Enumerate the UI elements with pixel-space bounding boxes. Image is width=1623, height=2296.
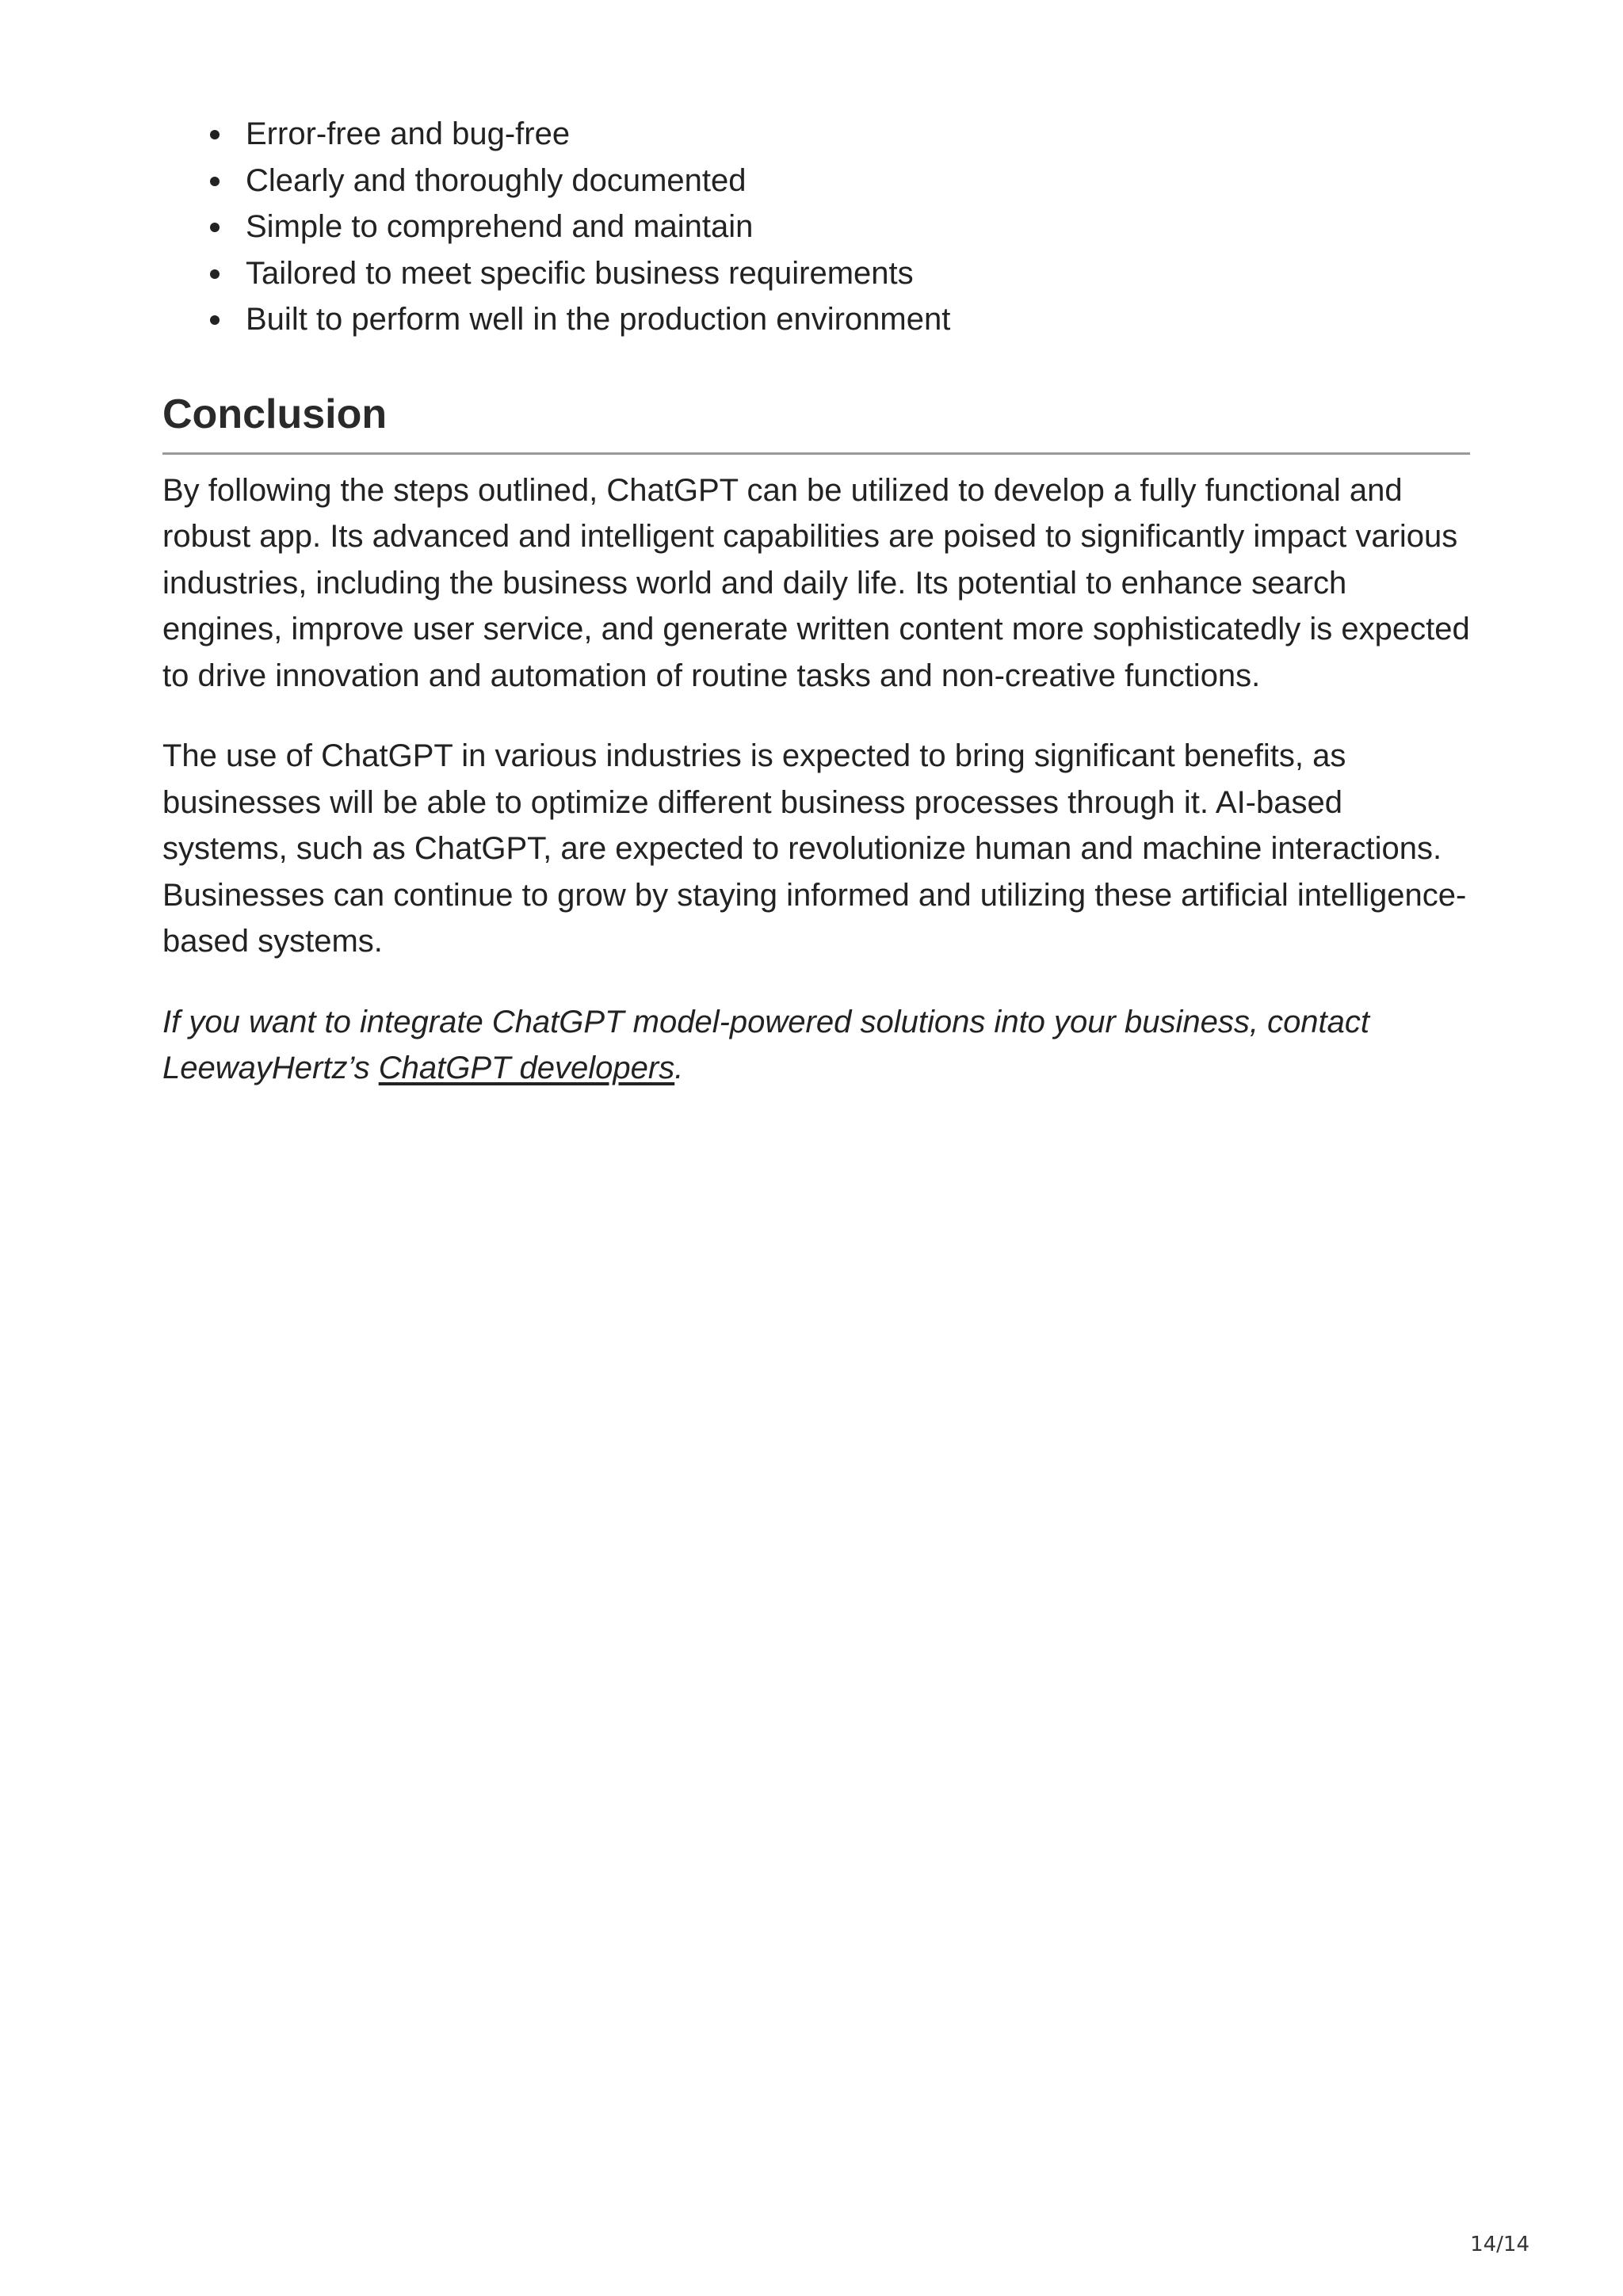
- list-item: Built to perform well in the production environment: [246, 296, 1470, 343]
- page-number: 14/14: [1470, 2233, 1529, 2256]
- conclusion-heading: Conclusion: [162, 389, 1470, 455]
- cta-period: .: [674, 1051, 684, 1085]
- list-item: Clearly and thoroughly documented: [246, 158, 1470, 204]
- list-item: Simple to comprehend and maintain: [246, 204, 1470, 250]
- page-content: [162, 111, 1470, 1092]
- chatgpt-developers-link[interactable]: ChatGPT developers: [378, 1051, 675, 1085]
- list-item: Tailored to meet specific business requirements: [246, 250, 1470, 297]
- requirements-list: [162, 111, 1470, 343]
- conclusion-paragraph-2: The use of ChatGPT in various industries is expected to bring significant benefits, as businesses will be able to optimize different business processes through it. AI-based systems, such as ChatGPT, are expected to revolutionize human and machine interactions. Businesses can continue to grow by staying informed and utilizing these artificial intelligence-based systems.: [162, 738, 1467, 959]
- conclusion-paragraph-1: By following the steps outlined, ChatGPT can be utilized to develop a fully functional and robust app. Its advanced and intelligent capabilities are poised to significantly impact various industries, including the business world and daily life. Its potential to enhance search engines, improve user service, and generate written content more sophisticatedly is expected to drive innovation and automation of routine tasks and non-creative functions.: [162, 472, 1470, 693]
- contact-call-to-action: [162, 999, 1470, 1092]
- cta-text: If you want to integrate ChatGPT model-powered solutions into your business, contact LeewayHertz’s: [162, 1004, 1370, 1085]
- list-item: Error-free and bug-free: [246, 111, 1470, 158]
